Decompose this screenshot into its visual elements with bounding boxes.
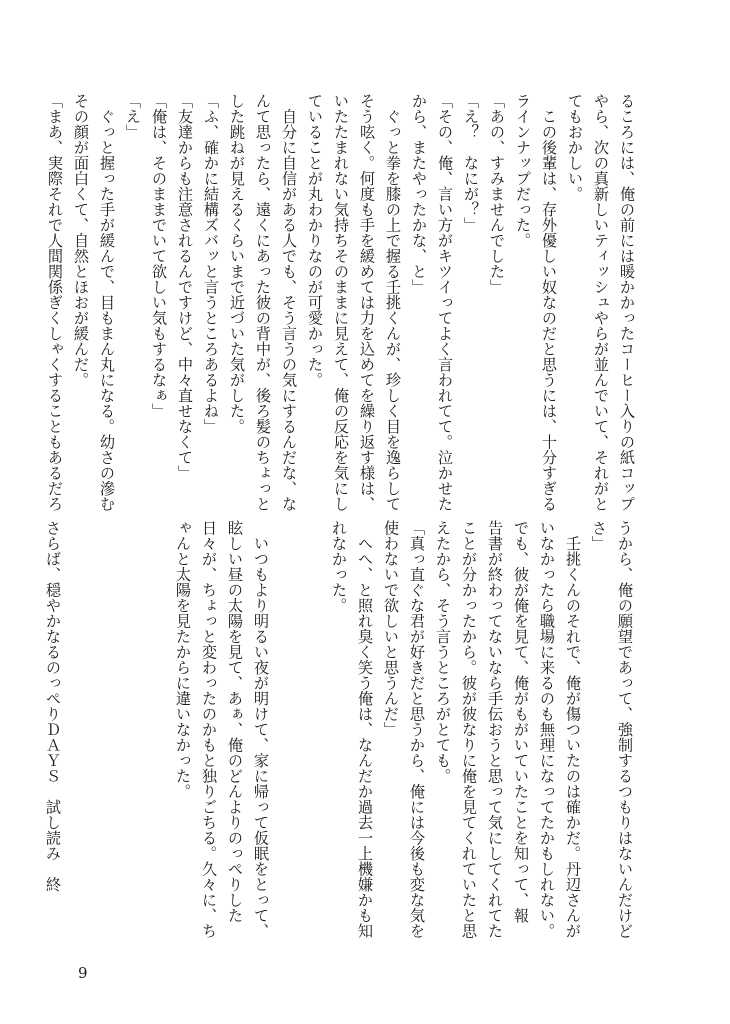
text-line: から、またやったかな、と」: [410, 93, 428, 295]
text-block-lower: [44, 520, 638, 939]
text-line: んて思ったら、遠くにあった彼の背中が、後ろ髪のちょっと: [254, 93, 272, 512]
text-line: へへ、と照れ臭く笑う俺は、なんだか過去一上機嫌かも知: [356, 520, 374, 939]
text-line: 「え」: [124, 93, 142, 140]
text-line: 眩しい昼の太陽を見て、あぁ、俺のどんよりのっぺりした: [226, 520, 244, 923]
blank-line: [274, 520, 300, 930]
text-line: 「あの、すみませんでした」: [488, 93, 506, 295]
text-line: ぐっと握った手が緩んで、目もまん丸になる。幼さの滲む: [98, 93, 116, 512]
text-line: 「友達からも注意されるんですけど、中々直せなくて」: [176, 93, 194, 481]
text-line: さ」: [590, 520, 608, 551]
page-number: 9: [78, 964, 88, 982]
text-line: 「え？ なにが？」: [462, 93, 480, 233]
text-line: いなかったら職場に来るのも無理になってたかもしれない。: [538, 520, 556, 939]
text-line: 使わないで欲しいと思うんだ」: [382, 520, 400, 737]
text-line: うから、俺の願望であって、強制するつもりはないんだけど: [616, 520, 634, 939]
text-line: 「まあ、実際それで人間関係ぎくしゃくすることもあるだろ: [46, 93, 64, 512]
text-line: ラインナップだった。: [514, 93, 532, 248]
text-line: そう呟く。何度も手を緩めては力を込めてを繰り返す様は、: [358, 93, 376, 512]
text-line: 告書が終わってないなら手伝おうと思って気にしてくれてた: [486, 520, 504, 939]
closing-line: さらば、穏やかなるのっぺりＤＡＹＳ 試し読み 終: [44, 520, 62, 892]
text-line: この後輩は、存外優しい奴なのだと思うには、十分すぎる: [540, 93, 558, 512]
text-line: いつもより明るい夜が明けて、家に帰って仮眠をとって、: [252, 520, 270, 939]
text-line: るころには、俺の前には暖かかったコーヒー入りの紙コップ: [618, 93, 636, 512]
text-line: 「その、俺、言い方がキツイってよく言われてて。泣かせた: [436, 93, 454, 512]
text-line: やら、次の真新しいティッシュやらが並んでいて、それがと: [592, 93, 610, 512]
text-line: れなかった。: [330, 520, 348, 613]
text-line: いたたまれない気持ちそのままに見えて、俺の反応を気にし: [332, 93, 350, 512]
blank-line: [92, 520, 118, 930]
blank-line: [144, 520, 170, 930]
text-line: えたから、そう言うところがとても。: [434, 520, 452, 784]
blank-line: [118, 520, 144, 930]
text-line: 自分に自信がある人でも、そう言うの気にするんだな、な: [280, 93, 298, 512]
text-line: ことが分かったから。彼が彼なりに俺を見てくれていたと思: [460, 520, 478, 939]
blank-line: [66, 520, 92, 930]
blank-line: [300, 520, 326, 930]
text-line: した跳ねが見えるくらいまで近づいた気がした。: [228, 93, 246, 434]
text-line: 「真っ直ぐな君が好きだと思うから、俺には今後も変な気を: [408, 520, 426, 939]
text-line: でも、彼が俺を見て、俺がもがいていたことを知って、報: [512, 520, 530, 923]
text-line: ぐっと拳を膝の上で握る壬挑くんが、珍しく目を逸らして: [384, 93, 402, 512]
text-line: ゃんと太陽を見たからに違いなかった。: [174, 520, 192, 799]
text-line: 日々が、ちょっと変わったのかもと独りごちる。久々に、ち: [200, 520, 218, 939]
text-line: てもおかしい。: [566, 93, 584, 202]
text-line: 壬挑くんのそれで、俺が傷ついたのは確かだ。丹辺さんが: [564, 520, 582, 939]
text-line: 「ふ、確かに結構ズバッと言うところあるよね」: [202, 93, 220, 434]
text-line: 「俺は、そのままでいて欲しい気もするなぁ」: [150, 93, 168, 419]
text-block-upper: [46, 93, 640, 512]
text-line: その顔が面白くて、自然とほおが緩んだ。: [72, 93, 90, 388]
text-line: ていることが丸わかりなのが可愛かった。: [306, 93, 324, 388]
